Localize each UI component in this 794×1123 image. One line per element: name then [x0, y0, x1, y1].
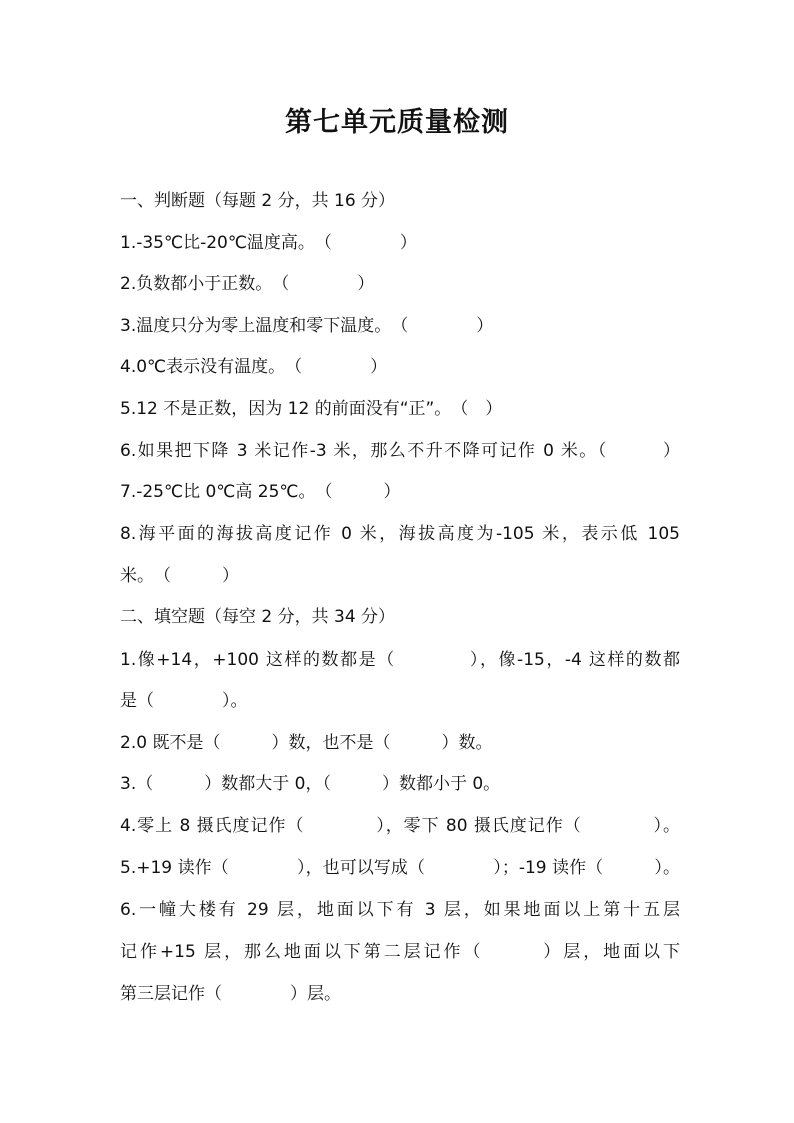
fill-item-2: 2.0 既不是（ ）数，也不是（ ）数。 [120, 733, 493, 753]
fill-item-5: 5.+19 读作（ ），也可以写成（ ）；-19 读作（ ）。 [120, 858, 680, 878]
fill-item-6-cont: 记作+15 层，那么地面以下第二层记作（ ）层，地面以下 [120, 942, 680, 962]
fill-item-6-end: 第三层记作（ ）层。 [120, 984, 341, 1004]
judge-item-4: 4.0℃表示没有温度。 （ ） [120, 357, 388, 377]
section2-heading: 二、填空题（每空 2 分，共 34 分） [120, 607, 396, 627]
judge-item-6: 6.如果把下降 3 米记作-3 米，那么不升不降可记作 0 米。（ ） [120, 441, 680, 461]
fill-item-3: 3.（ ）数都大于 0，（ ）数都小于 0。 [120, 774, 501, 794]
fill-item-6: 6.一幢大楼有 29 层，地面以下有 3 层，如果地面以上第十五层 [120, 900, 680, 920]
judge-item-8-cont: 米。 （ ） [120, 566, 239, 586]
judge-item-3: 3.温度只分为零上温度和零下温度。 （ ） [120, 316, 494, 336]
fill-item-4: 4.零上 8 摄氏度记作（ ），零下 80 摄氏度记作（ ）。 [120, 816, 680, 836]
judge-item-1: 1.-35℃比-20℃温度高。 （ ） [120, 233, 417, 253]
judge-item-2: 2.负数都小于正数。 （ ） [120, 274, 375, 294]
judge-item-5: 5.12 不是正数，因为 12 的前面没有“正”。 （ ） [120, 399, 503, 419]
page-title: 第七单元质量检测 [285, 107, 509, 138]
section1-heading: 一、判断题（每题 2 分，共 16 分） [120, 191, 396, 211]
judge-item-7: 7.-25℃比 0℃高 25℃。 （ ） [120, 482, 401, 502]
judge-item-8: 8.海平面的海拔高度记作 0 米，海拔高度为-105 米，表示低 105 [120, 524, 680, 544]
fill-item-1-cont: 是（ ）。 [120, 691, 248, 711]
fill-item-1: 1.像+14，+100 这样的数都是（ ），像-15，-4 这样的数都 [120, 650, 680, 670]
